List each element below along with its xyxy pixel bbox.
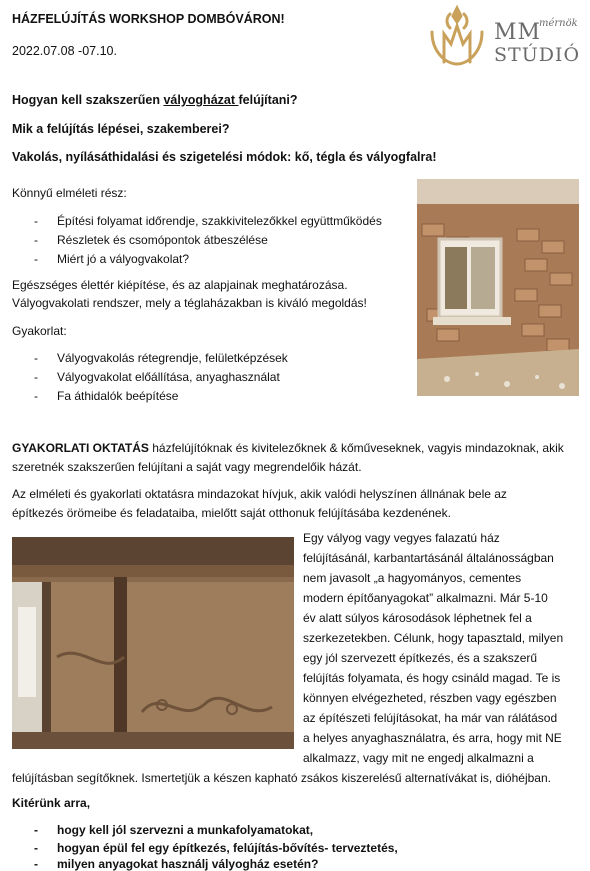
question-2: Mik a felújítás lépései, szakemberei? xyxy=(12,122,230,136)
health-line-1: Egészséges élettér kiépítése, és az alapjainak meghatározása. xyxy=(12,278,348,292)
list-dash: - xyxy=(34,823,38,837)
coverage-heading: Kitérünk arra, xyxy=(12,796,91,810)
wrap-line: a helyes anyaghasználatra, és arra, hogy mit NE xyxy=(303,731,562,745)
studio-logo xyxy=(424,4,581,70)
practice-heading: Gyakorlat: xyxy=(12,324,67,338)
wrap-line: az építészeti felújításokat, ha már van rálátásod xyxy=(303,711,558,725)
wrap-line: modern építőanyagokat” alkalmazni. Már 5-10 xyxy=(303,591,548,605)
logo-emblem-icon xyxy=(424,4,490,70)
wrap-line: felújítás folyamata, és hogy csináld magad. Te is xyxy=(303,671,561,685)
logo-mm: MM xyxy=(494,20,542,45)
list-dash: - xyxy=(34,252,38,266)
list-dash: - xyxy=(34,370,38,384)
wrap-line: egy jól szervezett építkezés, és a szakszerű xyxy=(303,651,538,665)
list-item: Miért jó a vályogvakolat? xyxy=(57,252,190,266)
wrap-line: felújításánál, karbantartásánál általánosságban xyxy=(303,551,554,565)
theory-heading: Könnyű elméleti rész: xyxy=(12,186,127,200)
wrap-line: könnyen elvégezheted, részben vagy egészben xyxy=(303,691,557,705)
list-dash: - xyxy=(34,214,38,228)
list-item: Vályogvakolat előállítása, anyaghasználat xyxy=(57,370,280,384)
wrap-line-full: felújításban segítőknek. Ismertetjük a készen kapható zsákos kiszerelésű alternatívákat is, dióhéjban. xyxy=(12,771,551,785)
list-item: Részletek és csomópontok átbeszélése xyxy=(57,233,268,247)
list-item: milyen anyagokat használj vályogház esetén? xyxy=(57,857,319,871)
list-item: hogy kell jól szervezni a munkafolyamatokat, xyxy=(57,823,314,837)
page-title: HÁZFELÚJÍTÁS WORKSHOP DOMBÓVÁRON! xyxy=(12,12,285,26)
question-3: Vakolás, nyílásáthidalási és szigetelési módok: kő, tégla és vályogfalra! xyxy=(12,150,437,164)
list-item: Építési folyamat időrendje, szakkivitelezőkkel együttműködés xyxy=(57,214,382,228)
course-line-2: szeretnék szakszerűen felújítani a saját vagy megrendelőik házát. xyxy=(12,460,362,474)
photo-clay-veranda xyxy=(12,537,294,749)
list-item: hogyan épül fel egy építkezés, felújítás-bővítés- terveztetés, xyxy=(57,841,398,855)
event-dates: 2022.07.08 -07.10. xyxy=(12,44,117,58)
list-item: Fa áthidalók beépítése xyxy=(57,389,179,403)
list-dash: - xyxy=(34,841,38,855)
course-line-1: GYAKORLATI OKTATÁS házfelújítóknak és kivitelezőknek & kőműveseknek, vagyis mindazoknak, akik xyxy=(12,441,564,455)
question-1: Hogyan kell szakszerűen vályogházat felújítani? xyxy=(12,93,298,107)
health-line-2: Vályogvakolati rendszer, mely a téglaházakban is kiváló megoldás! xyxy=(12,296,367,310)
photo-window-wall xyxy=(417,179,579,396)
wrap-line: szerkezetekben. Célunk, hogy tapasztald, milyen xyxy=(303,631,564,645)
list-item: Vályogvakolás rétegrendje, felületképzések xyxy=(57,351,288,365)
list-dash: - xyxy=(34,233,38,247)
list-dash: - xyxy=(34,351,38,365)
list-dash: - xyxy=(34,389,38,403)
logo-studio: STÚDIÓ xyxy=(494,44,581,66)
list-dash: - xyxy=(34,857,38,871)
logo-merok: mérnök xyxy=(539,18,578,29)
wrap-line: alkalmazz, vagy mit ne engedj alkalmazni a xyxy=(303,751,534,765)
invite-line-1: Az elméleti és gyakorlati oktatásra mindazokat hívjuk, akik valódi helyszínen állnának bele az xyxy=(12,487,507,501)
invite-line-2: építkezés örömeibe és feladataiba, mielőtt saját otthonuk felújításába kezdenének. xyxy=(12,506,451,520)
wrap-line: Egy vályog vagy vegyes falazatú ház xyxy=(303,531,500,545)
wrap-line: nem javasolt „a hagyományos, cementes xyxy=(303,571,522,585)
wrap-line: év alatt súlyos károsodások léphetnek fel a xyxy=(303,611,532,625)
